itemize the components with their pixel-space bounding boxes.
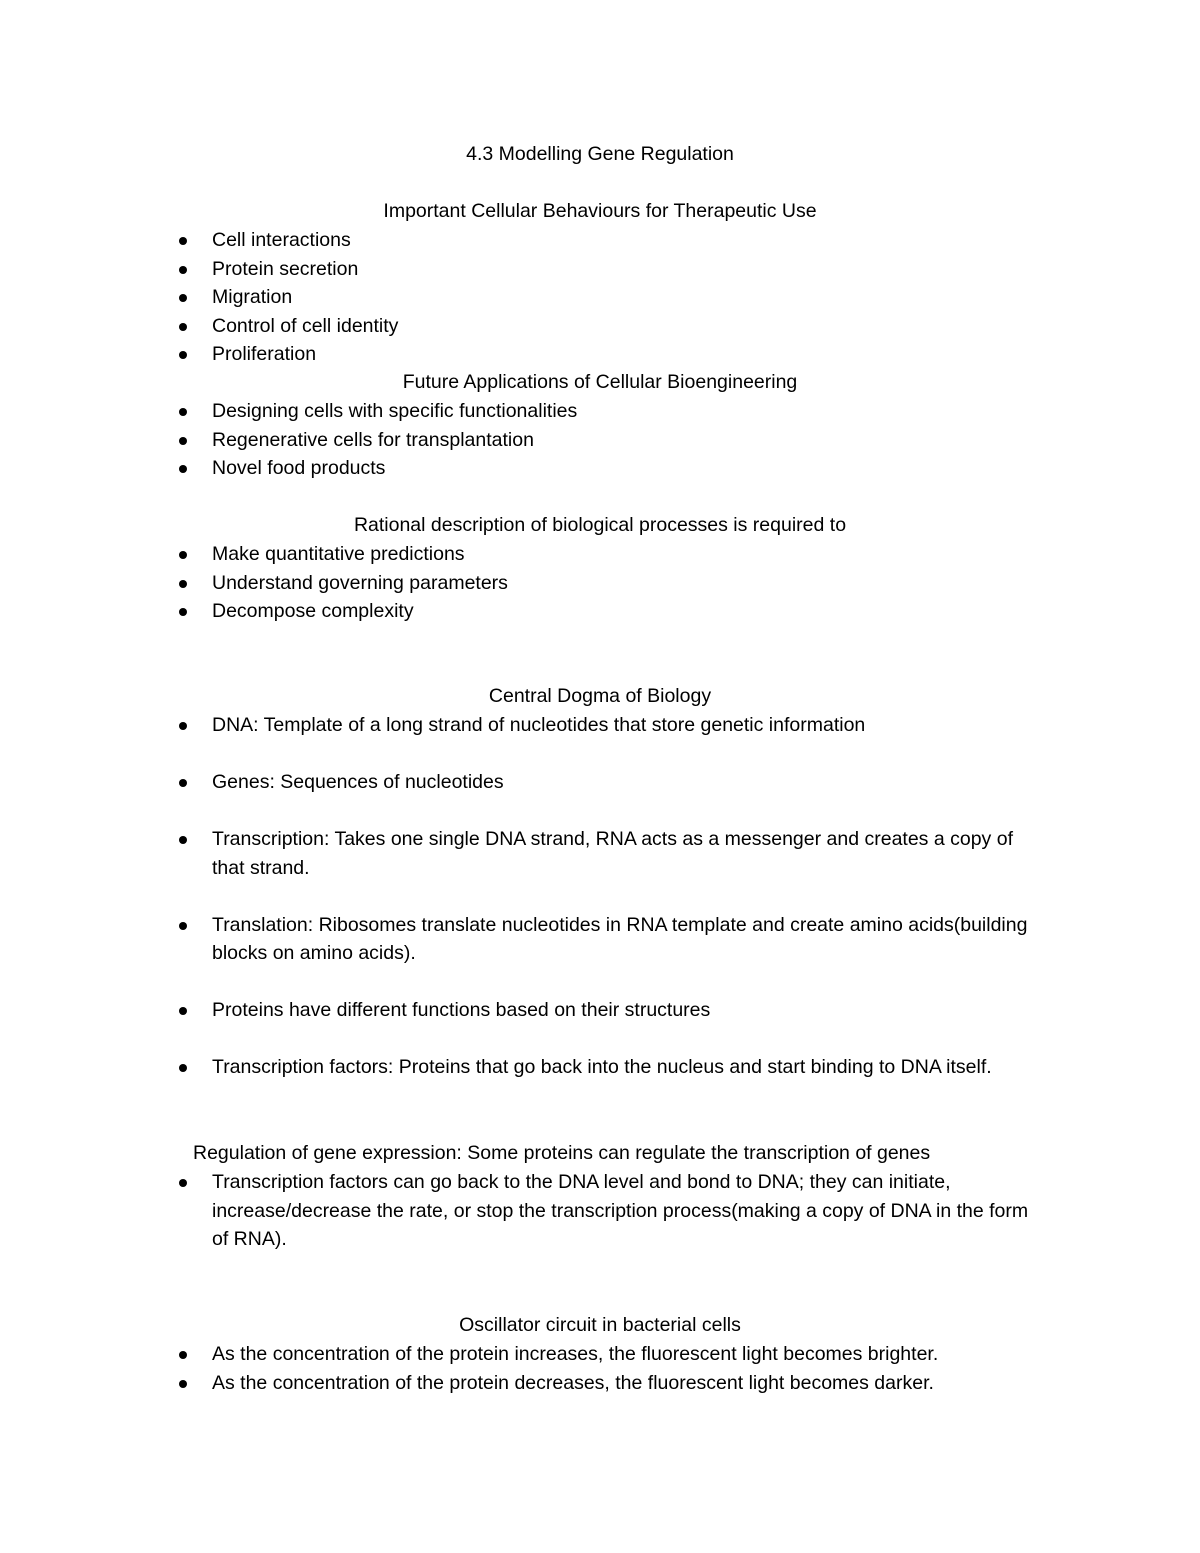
list-item-text: Transcription: Takes one single DNA strand, RNA acts as a messenger and creates a copy of that strand.	[212, 828, 1013, 879]
section-heading-rational-description: Rational description of biological processes is required to	[353, 514, 847, 536]
bullet-icon	[179, 1064, 187, 1072]
list-item	[0, 426, 1200, 455]
list-item-text: Make quantitative predictions	[212, 543, 465, 565]
list-item-text: Protein secretion	[212, 257, 359, 280]
list-item-text: Proteins have different functions based on their structures	[212, 999, 711, 1021]
bullet-icon	[179, 465, 187, 473]
bullet-icon	[179, 722, 187, 730]
section-heading-oscillator-circuit: Oscillator circuit in bacterial cells	[459, 1314, 741, 1336]
section-heading-future-applications: Future Applications of Cellular Bioengineering	[402, 371, 798, 393]
list-item	[0, 340, 1200, 369]
bullet-icon	[179, 294, 187, 302]
section-heading-central-dogma: Central Dogma of Biology	[488, 685, 712, 707]
bullet-icon	[179, 1380, 187, 1388]
list-item	[0, 540, 1200, 569]
list-item	[0, 597, 1200, 626]
page-title: 4.3 Modelling Gene Regulation	[466, 143, 734, 165]
list-item	[0, 397, 1200, 426]
list-item	[0, 1340, 1200, 1369]
list-item	[0, 454, 1200, 483]
bullet-icon	[179, 1351, 187, 1359]
bullet-icon	[179, 266, 187, 274]
section-heading-therapeutic-behaviours: Important Cellular Behaviours for Therapeutic Use	[383, 200, 817, 222]
list-item	[0, 1369, 1200, 1398]
list-item	[0, 1053, 1200, 1082]
list-item-text: Control of cell identity	[212, 314, 399, 337]
list-item	[0, 226, 1200, 255]
bullet-icon	[179, 323, 187, 331]
central-dogma-list	[0, 711, 1200, 1082]
list-item	[0, 569, 1200, 598]
list-item-text: Migration	[212, 286, 293, 308]
bullet-icon	[179, 608, 187, 616]
list-item	[0, 911, 1200, 968]
section-heading-gene-expression: Regulation of gene expression: Some proteins can regulate the transcription of genes	[193, 1142, 931, 1164]
list-item-text: Cell interactions	[212, 229, 351, 251]
bullet-icon	[179, 237, 187, 245]
future-applications-list	[0, 397, 1200, 483]
list-item-text: As the concentration of the protein decreases, the fluorescent light becomes darker.	[212, 1371, 934, 1394]
list-item-text: Translation: Ribosomes translate nucleotides in RNA template and create amino acids(building blocks on amino acids).	[212, 913, 1028, 964]
list-item-text: Regenerative cells for transplantation	[212, 428, 534, 451]
bullet-icon	[179, 408, 187, 416]
bullet-icon	[179, 922, 187, 930]
gene-expression-list	[0, 1168, 1200, 1254]
list-item-text: DNA: Template of a long strand of nucleotides that store genetic information	[212, 714, 866, 736]
list-item-text: Genes: Sequences of nucleotides	[212, 771, 504, 793]
list-item-text: Designing cells with specific functionalities	[212, 400, 578, 422]
list-item	[0, 1168, 1200, 1254]
list-item-text: Transcription factors can go back to the DNA level and bond to DNA; they can initiate, increase/decrease the rate, or stop the transcription process(making a copy of DNA in the form of RNA).	[212, 1171, 1029, 1250]
list-item-text: Proliferation	[212, 343, 317, 365]
bullet-icon	[179, 836, 187, 844]
bullet-icon	[179, 580, 187, 588]
oscillator-circuit-list	[0, 1340, 1200, 1397]
therapeutic-behaviours-list	[0, 226, 1200, 369]
list-item	[0, 825, 1200, 882]
bullet-icon	[179, 437, 187, 445]
list-item	[0, 768, 1200, 797]
list-item-text: Novel food products	[212, 457, 386, 479]
bullet-icon	[179, 351, 187, 359]
list-item-text: As the concentration of the protein increases, the fluorescent light becomes brighter.	[212, 1343, 939, 1365]
list-item-text: Decompose complexity	[212, 600, 414, 622]
list-item	[0, 255, 1200, 284]
list-item	[0, 711, 1200, 740]
list-item	[0, 283, 1200, 312]
bullet-icon	[179, 1007, 187, 1015]
bullet-icon	[179, 779, 187, 787]
list-item	[0, 996, 1200, 1025]
bullet-icon	[179, 551, 187, 559]
list-item-text: Understand governing parameters	[212, 571, 508, 594]
rational-description-list	[0, 540, 1200, 626]
list-item-text: Transcription factors: Proteins that go back into the nucleus and start binding to DNA itself.	[212, 1056, 992, 1078]
list-item	[0, 312, 1200, 341]
bullet-icon	[179, 1179, 187, 1187]
